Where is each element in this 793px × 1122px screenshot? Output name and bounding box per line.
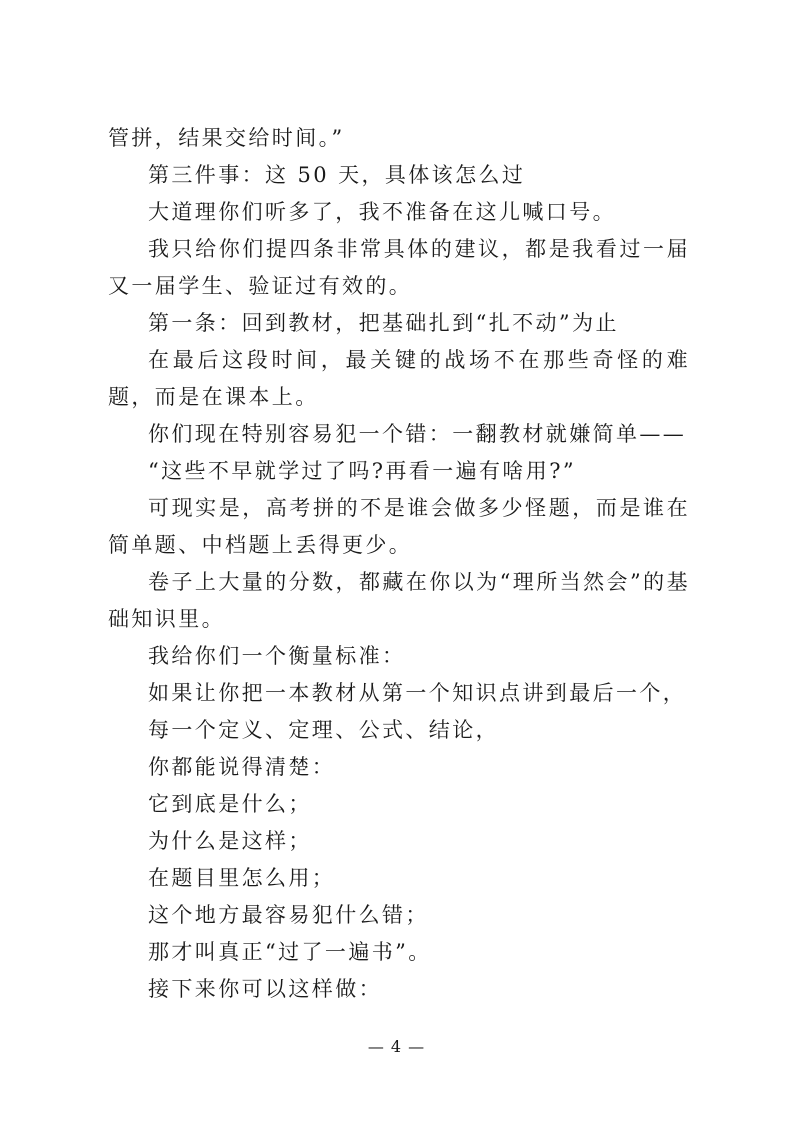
paragraph: 管拼，结果交给时间。” — [108, 126, 345, 150]
document-body — [108, 120, 690, 1008]
paragraph: 那才叫真正“过了一遍书”。 — [148, 940, 432, 964]
page-number: — 4 — — [367, 1037, 426, 1056]
subsection-heading: 第一条：回到教材，把基础扎到“扎不动”为止 — [148, 311, 619, 335]
section-heading: 第三件事：这 50 天，具体该怎么过 — [148, 163, 526, 187]
paragraph: 大道理你们听多了，我不准备在这儿喊口号。 — [148, 200, 616, 224]
paragraph: 你都能说得清楚： — [148, 755, 336, 779]
list-line: 这个地方最容易犯什么错； — [148, 903, 429, 927]
paragraph: 接下来你可以这样做： — [148, 977, 382, 1001]
paragraph: 你们现在特别容易犯一个错：一翻教材就嫌简单—— — [148, 422, 687, 446]
paragraph: 在最后这段时间，最关键的战场不在那些奇怪的难题，而是在课本上。 — [108, 348, 690, 409]
paragraph: 卷子上大量的分数，都藏在你以为“理所当然会”的基础知识里。 — [108, 570, 690, 631]
paragraph: 我给你们一个衡量标准： — [148, 644, 406, 668]
list-line: 它到底是什么； — [148, 792, 312, 816]
paragraph: 如果让你把一本教材从第一个知识点讲到最后一个， — [148, 681, 687, 705]
quote-line: “这些不早就学过了吗?再看一遍有啥用?” — [148, 459, 576, 483]
paragraph: 可现实是，高考拼的不是谁会做多少怪题，而是谁在简单题、中档题上丢得更少。 — [108, 496, 690, 557]
paragraph: 我只给你们提四条非常具体的建议，都是我看过一届又一届学生、验证过有效的。 — [108, 237, 690, 298]
list-line: 为什么是这样； — [148, 829, 312, 853]
list-line: 在题目里怎么用； — [148, 866, 336, 890]
paragraph: 每一个定义、定理、公式、结论， — [148, 718, 499, 742]
